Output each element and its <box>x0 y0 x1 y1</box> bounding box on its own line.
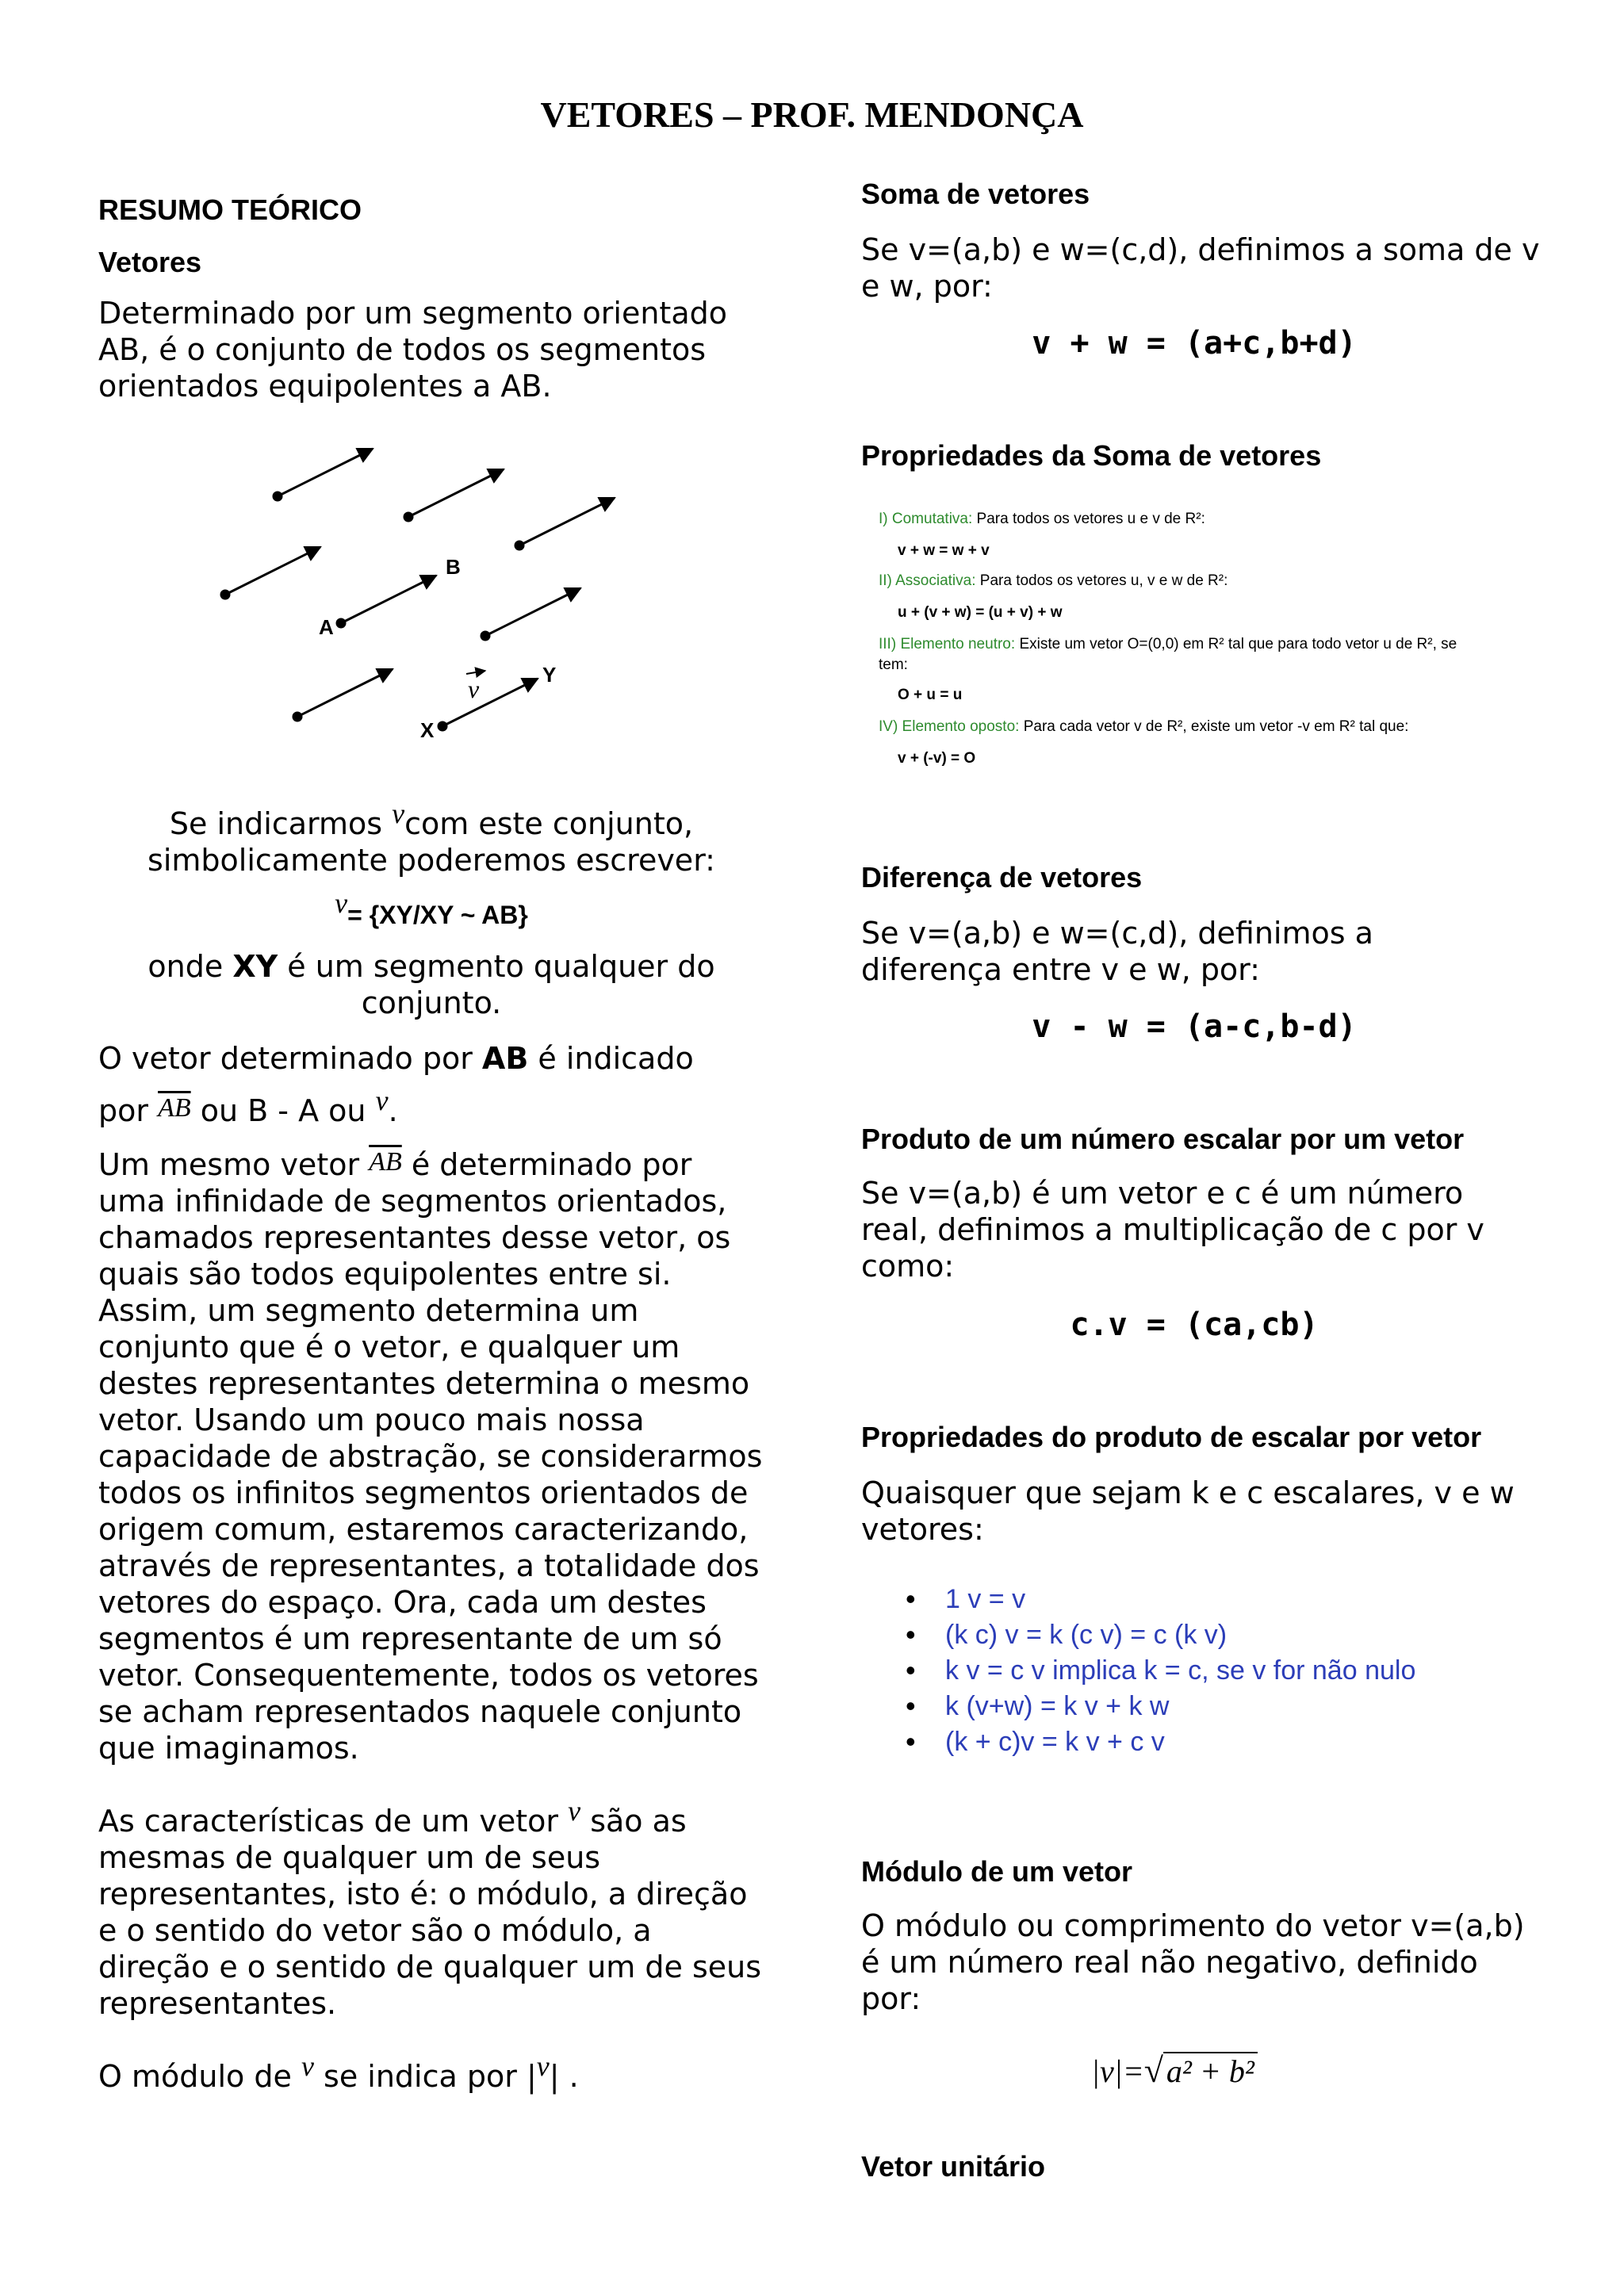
soma-text: Se v=(a,b) e w=(c,d), definimos a soma de v e w, por: <box>861 232 1540 304</box>
v-vector-symbol: v <box>335 887 348 919</box>
modulo-heading: Módulo de um vetor <box>861 1855 1132 1888</box>
v-vector-symbol: v <box>392 798 405 829</box>
modulo-text: O módulo ou comprimento do vetor v=(a,b) é um número real não negativo, definido por: <box>861 1908 1525 2016</box>
vector-arrow <box>297 669 393 717</box>
caracteristicas-line: As características de um vetor v são as <box>98 1795 687 1839</box>
vector-arrow <box>519 498 615 545</box>
prop-prod-text: Quaisquer que sejam k e c escalares, v e w vetores: <box>861 1475 1515 1547</box>
list-item: • k v = c v implica k = c, se v for não nulo <box>906 1655 1415 1691</box>
se-indicarmos-line: Se indicarmos vcom este conjunto, <box>169 798 694 841</box>
v-vector-symbol: v <box>536 2050 550 2082</box>
label-y: Y <box>542 663 557 687</box>
vector-arrow <box>442 679 538 726</box>
vector-origin <box>337 619 345 627</box>
label-b: B <box>446 555 461 579</box>
label-v: v <box>468 675 480 703</box>
dif-heading: Diferença de vetores <box>861 861 1143 894</box>
list-item: • 1 v = v <box>906 1584 1415 1620</box>
vector-arrow <box>485 588 580 636</box>
vector-arrow <box>341 576 436 623</box>
resumo-heading: RESUMO TEÓRICO <box>98 193 362 226</box>
list-item: • k (v+w) = k v + k w <box>906 1691 1415 1727</box>
prop-prod-list <box>906 1584 1415 1762</box>
list-item: • (k + c)v = k v + c v <box>906 1727 1415 1762</box>
caracteristicas-paragraph: mesmas de qualquer um de seus representantes, isto é: o módulo, a direção e o sentido do vetor são o módulo, a direção e o sentido de qualquer um de seus representantes. <box>98 1840 762 2021</box>
v-vector-symbol: v <box>301 2050 314 2082</box>
prop-soma-heading: Propriedades da Soma de vetores <box>861 439 1322 472</box>
main-paragraph: uma infinidade de segmentos orientados, chamados representantes desse vetor, os quais são todos equipolentes entre si. Assim, um segmento determina um conjunto que é o vetor, e qualquer um destes representantes determina o mesmo vetor. Usando um pouco mais nossa capacidade de abstração, se considerarmos todos os infinitos segmentos orientados de origem comum, estaremos caracterizando, através de representantes, a totalidade dos vetores do espaço. Ora, cada um destes segmentos é um representante de um só vetor. Consequentemente, todos os vetores se acham representados naquele conjunto que imaginamos. <box>98 1184 763 1766</box>
prod-text: Se v=(a,b) é um vetor e c é um número real, definimos a multiplicação de c por v como: <box>861 1176 1484 1284</box>
modulo-formula: |v|=√ a² + b² <box>1091 2050 1258 2091</box>
vetor-determinado-line: O vetor determinado por AB é indicado <box>98 1041 694 1076</box>
dif-formula: v - w = (a-c,b-d) <box>1032 1008 1357 1045</box>
soma-formula: v + w = (a+c,b+d) <box>1032 325 1357 362</box>
ab-vector-symbol: $\overline{AB}$ <box>158 1093 191 1123</box>
vector-origin <box>515 541 523 549</box>
vector-origin <box>404 513 412 521</box>
prod-heading: Produto de um número escalar por um vetor <box>861 1123 1465 1155</box>
vector-origin <box>221 591 229 599</box>
v-vector-symbol: v <box>568 1795 581 1827</box>
onde-line: onde XY é um segmento qualquer do <box>147 949 715 984</box>
dif-text: Se v=(a,b) e w=(c,d), definimos a diferença entre v e w, por: <box>861 916 1373 987</box>
equipollent-vectors-figure <box>198 428 658 761</box>
vector-arrow <box>278 449 373 496</box>
label-x: X <box>420 718 435 742</box>
vector-origin <box>439 722 446 730</box>
vector-arrow <box>408 469 504 517</box>
vetores-heading: Vetores <box>98 246 202 278</box>
vector-origin <box>293 713 301 721</box>
por-line: por $\overline{AB}$ ou B - A ou v. <box>98 1085 398 1128</box>
soma-heading: Soma de vetores <box>861 178 1090 210</box>
vector-origin <box>274 492 282 500</box>
modulo-line: O módulo de v se indica por |v| . <box>98 2050 579 2094</box>
vector-arrow <box>225 547 320 595</box>
v-vector-symbol: v <box>375 1085 389 1116</box>
simbolicamente-line: simbolicamente poderemos escrever: <box>147 843 715 878</box>
prod-formula: c.v = (ca,cb) <box>1070 1307 1319 1343</box>
conjunto-line: conjunto. <box>361 985 502 1020</box>
mesmo-vetor-line: Um mesmo vetor $\overline{AB}$ é determinado por <box>98 1147 692 1182</box>
label-a: A <box>319 615 334 639</box>
set-formula: v= {XY/XY ~ AB} <box>335 887 528 929</box>
prop-prod-heading: Propriedades do produto de escalar por vetor <box>861 1421 1482 1453</box>
unitario-heading: Vetor unitário <box>861 2150 1046 2183</box>
intro-paragraph: Determinado por um segmento orientado AB, é o conjunto de todos os segmentos orientados equipolentes a AB. <box>98 296 727 404</box>
vector-origin <box>481 632 489 640</box>
list-item: • (k c) v = k (c v) = c (k v) <box>906 1620 1415 1655</box>
page-title: VETORES – PROF. MENDONÇA <box>540 94 1084 135</box>
ab-vector-symbol: $\overline{AB}$ <box>369 1147 402 1177</box>
